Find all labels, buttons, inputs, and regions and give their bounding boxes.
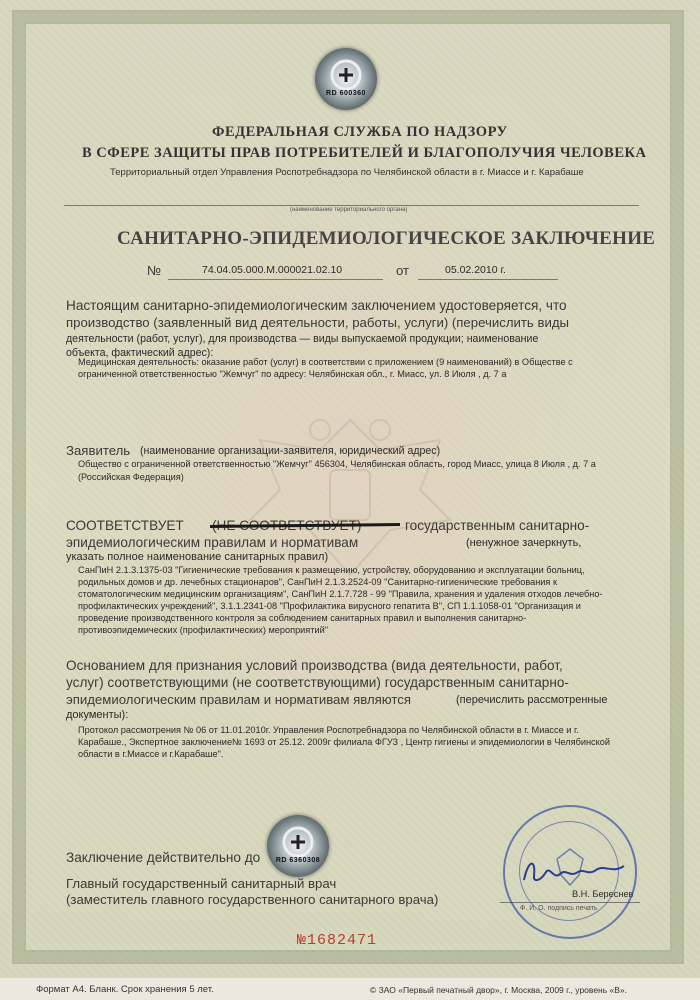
production-text-2: производство (заявленный вид деятельности, работы, услуги) (перечислить виды	[66, 315, 570, 330]
handwritten-signature	[520, 852, 630, 892]
production-text-1: Настоящим санитарно-эпидемиологическим заключением удостоверяется, что	[66, 298, 567, 313]
production-text-3: деятельности (работ, услуг), для производства — виды выпускаемой продукции; наименование	[66, 333, 539, 345]
certificate-date: 05.02.2010 г.	[445, 264, 506, 276]
applicant-caption: (наименование организации-заявителя, юридический адрес)	[140, 445, 441, 457]
certificate-number: 74.04.05.000.М.000021.02.10	[202, 264, 343, 276]
complies-word: СООТВЕТСТВУЕТ	[66, 518, 184, 533]
compliance-text-2: эпидемиологическим правилам и нормативам	[66, 535, 359, 550]
signature-title-1: Главный государственный санитарный врач	[66, 876, 337, 891]
date-underline	[418, 279, 558, 280]
footer-left: Формат А4. Бланк. Срок хранения 5 лет.	[36, 984, 214, 995]
footer-right: © ЗАО «Первый печатный двор», г. Москва, 2009 г., уровень «В».	[370, 985, 628, 995]
production-value-1: Медицинская деятельность: оказание работ (услуг) в соответствии с приложением (9 наименований) в Обществе с	[78, 357, 573, 367]
agency-line-1: ФЕДЕРАЛЬНАЯ СЛУЖБА ПО НАДЗОРУ	[212, 124, 508, 140]
applicant-value-1: Общество с ограниченной ответственностью "Жемчуг" 456304, Челябинская область, город Миасс, улица 8 Июля , д. 7 а	[78, 459, 596, 469]
compliance-value-3: стоматологическим медицинским организациям", СанПиН 2.1.7.728 - 99 "Правила, хранения и удаления отходов лечебно-	[78, 589, 603, 599]
production-text-4: объекта, фактический адрес):	[66, 347, 214, 359]
compliance-text-2-note: (ненужное зачеркнуть,	[466, 537, 582, 549]
territorial-underline	[64, 205, 639, 206]
compliance-text-tail: государственным санитарно-	[405, 518, 590, 533]
basis-text-3: эпидемиологическим правилам и нормативам являются	[66, 692, 412, 707]
basis-text-3-note: (перечислить рассмотренные	[456, 694, 608, 706]
compliance-value-5: проведение производственного контроля за соблюдением санитарных правил и выполнения санитарно-	[78, 613, 527, 623]
document-title: САНИТАРНО-ЭПИДЕМИОЛОГИЧЕСКОЕ ЗАКЛЮЧЕНИЕ	[117, 228, 656, 249]
number-label: №	[147, 263, 162, 278]
basis-text-2: услуг) соответствующими (не соответствующими) государственным санитарно-	[66, 675, 569, 690]
signature-caption: Ф. И. О. подпись печать	[520, 905, 598, 912]
basis-value-1: Протокол рассмотрения № 06 от 11.01.2010г. Управления Роспотребнадзора по Челябинской области в г. Миассе и г.	[78, 725, 579, 735]
compliance-value-6: противоэпидемических (профилактических) мероприятий"	[78, 625, 329, 635]
hologram-emblem-icon	[315, 48, 377, 110]
number-underline	[168, 279, 383, 280]
signature-title-2: (заместитель главного государственного санитарного врача)	[66, 892, 439, 907]
hologram-bottom-code: RD 6360308	[275, 857, 321, 864]
signatory-name: В.Н. Береснев	[572, 889, 634, 899]
production-value-2: ограниченной ответственностью "Жемчуг" по адресу: Челябинская обл., г. Миасс, ул. 8 Июля , д. 7 а	[78, 369, 507, 379]
basis-text-1: Основанием для признания условий производства (вида деятельности, работ,	[66, 658, 563, 673]
applicant-value-2: (Российская Федерация)	[78, 472, 184, 482]
agency-line-2: В СФЕРЕ ЗАЩИТЫ ПРАВ ПОТРЕБИТЕЛЕЙ И БЛАГОПОЛУЧИЯ ЧЕЛОВЕКА	[82, 145, 647, 161]
territorial-caption: (наименование территориального органа)	[290, 207, 408, 213]
validity-label: Заключение действительно до	[66, 850, 261, 865]
basis-value-3: области в г.Миассе и г.Карабаше".	[78, 749, 224, 759]
compliance-text-3: указать полное наименование санитарных правил)	[66, 551, 329, 563]
basis-text-4: документы):	[66, 709, 129, 721]
date-label: от	[396, 263, 410, 278]
hologram-bottom	[267, 815, 329, 877]
serial-number: №1682471	[297, 932, 378, 949]
compliance-value-1: СанПиН 2.1.3.1375-03 "Гигиенические требования к размещению, устройству, оборудованию и эксплуатации больниц,	[78, 565, 585, 575]
applicant-label: Заявитель	[66, 443, 131, 458]
territorial-office: Территориальный отдел Управления Роспотребнадзора по Челябинской области в г. Миассе и г. Карабаше	[110, 167, 584, 178]
basis-value-2: Карабаше., Экспертное заключение№ 1693 от 25.12. 2009г филиала ФГУЗ , Центр гигиены и эпидемиологии в Челябинской	[78, 737, 611, 747]
compliance-value-2: родильных домов и др. лечебных стационаров", СанПиН 2.1.3.2524-09 "Санитарно-гигиенические требования к	[78, 577, 557, 587]
hologram-emblem-icon	[267, 815, 329, 877]
compliance-value-4: профилактических учреждений", 3.1.1.2341-08 "Профилактика вирусного гепатита В", СП 1.1.1058-01 "Организация и	[78, 601, 581, 611]
hologram-top	[315, 48, 377, 110]
hologram-top-code: RD 600360	[326, 90, 366, 97]
